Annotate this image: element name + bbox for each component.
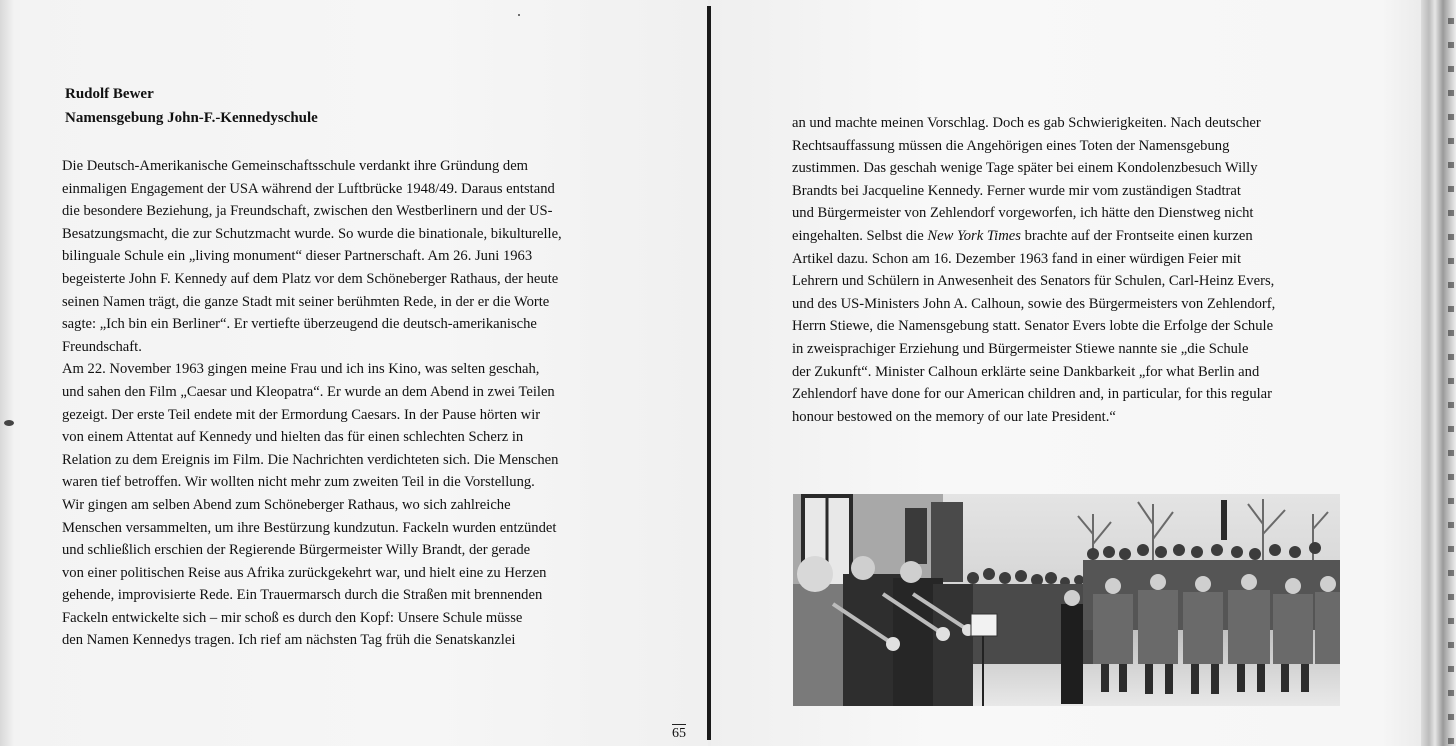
text-line: Wir gingen am selben Abend zum Schöneberger Rathaus, wo sich zahlreiche — [62, 496, 511, 513]
text-line: Zehlendorf have done for our American children and, in particular, for this regular — [792, 386, 1273, 403]
text-line: einmaligen Engagement der USA während der Luftbrücke 1948/49. Daraus entstand — [62, 180, 555, 197]
text-line: den Namen Kennedys tragen. Ich rief am nächsten Tag früh die Senatskanzlei — [62, 632, 516, 649]
text-line: Artikel dazu. Schon am 16. Dezember 1963 fand in einer würdigen Feier mit — [792, 250, 1242, 267]
text-line: gehende, improvisierte Rede. Ein Trauermarsch durch die Straßen mit brennenden — [62, 587, 543, 604]
text-line: Herrn Stiewe, die Namensgebung statt. Senator Evers lobte die Erfolge der Schule — [792, 318, 1274, 335]
text-line: Brandts bei Jacqueline Kennedy. Ferner wurde mir vom zuständigen Stadtrat — [792, 182, 1241, 199]
text-line: Lehrern und Schülern in Anwesenheit des Senators für Schulen, Carl-Heinz Evers, — [792, 273, 1275, 290]
text-line: der Zukunft“. Minister Calhoun erklärte seine Dankbarkeit „for what Berlin and — [792, 363, 1260, 380]
text-line: bilinguale Schule ein „living monument“ dieser Partnerschaft. Am 26. Juni 1963 — [62, 248, 533, 265]
text-line: Fackeln entwickelte sich – mir schoß es durch den Kopf: Unsere Schule müsse — [62, 609, 523, 626]
text-line: gezeigt. Der erste Teil endete mit der Ermordung Caesars. In der Pause hörten wir — [62, 406, 541, 423]
text-line: Menschen versammelten, um ihre Bestürzung kundzutun. Fackeln wurden entzündet — [62, 519, 557, 536]
ceremony-photo — [793, 494, 1340, 706]
left-body-text — [62, 155, 622, 652]
text-line: honour bestowed on the memory of our late President.“ — [792, 408, 1116, 425]
text-fragment: eingehalten. Selbst die — [792, 227, 928, 244]
text-line: waren tief betroffen. Wir wollten nicht mehr zum zweiten Teil in die Vorstellung. — [62, 474, 535, 491]
text-line: in zweisprachiger Erziehung und Bürgermeister Stiewe nannte sie „die Schule — [792, 340, 1249, 357]
text-line: und Bürgermeister von Zehlendorf vorgeworfen, ich hätte den Dienstweg nicht — [792, 205, 1254, 222]
text-line: Relation zu dem Ereignis im Film. Die Nachrichten verdichteten sich. Die Menschen — [62, 451, 559, 468]
text-line: Am 22. November 1963 gingen meine Frau und ich ins Kino, was selten geschah, — [62, 361, 540, 378]
text-line: Rechtsauffassung müssen die Angehörigen eines Toten der Namensgebung — [792, 137, 1230, 154]
article-header — [65, 82, 665, 130]
text-line: Die Deutsch-Amerikanische Gemeinschaftsschule verdankt ihre Gründung dem — [62, 158, 529, 174]
author-name: Rudolf Bewer — [65, 86, 154, 102]
text-line: an und machte meinen Vorschlag. Doch es gab Schwierigkeiten. Nach deutscher — [792, 115, 1261, 131]
text-line: die besondere Beziehung, ja Freundschaft, zwischen den Westberlinern und der US- — [62, 203, 553, 220]
text-fragment: brachte auf der Frontseite einen kurzen — [1020, 227, 1253, 244]
scan-speck — [4, 420, 14, 426]
text-line: von einem Attentat auf Kennedy und hielten das für einen schlechten Scherz in — [62, 429, 524, 446]
right-body-text — [792, 112, 1352, 428]
article-title: Namensgebung John-F.-Kennedyschule — [65, 110, 318, 126]
text-line: Freundschaft. — [62, 338, 142, 355]
ceremony-photo-drawing — [793, 494, 1340, 706]
page-edge-marks — [1448, 0, 1454, 746]
text-line: und schließlich erschien der Regierende Bürgermeister Willy Brandt, der gerade — [62, 542, 531, 559]
text-line: sagte: „Ich bin ein Berliner“. Er vertiefte überzeugend die deutsch-amerikanische — [62, 316, 537, 333]
scan-speck — [518, 14, 520, 16]
text-line: begeisterte John F. Kennedy auf dem Platz vor dem Schöneberger Rathaus, der heute — [62, 270, 559, 287]
text-line: und des US-Ministers John A. Calhoun, sowie des Bürgermeisters von Zehlendorf, — [792, 295, 1276, 312]
page-number: 65 — [672, 726, 686, 741]
text-line-with-italic — [792, 225, 1352, 248]
text-line: und sahen den Film „Caesar und Kleopatra“. Er wurde an dem Abend in zwei Teilen — [62, 383, 555, 400]
text-line: von einer politischen Reise aus Afrika zurückgekehrt war, und hielt eine zu Herzen — [62, 564, 547, 581]
text-line: zustimmen. Das geschah wenige Tage später bei einem Kondolenzbesuch Willy — [792, 160, 1258, 177]
text-line: Besatzungsmacht, die zur Schutzmacht wurde. So wurde die binationale, bikulturelle, — [62, 225, 562, 242]
newspaper-title: New York Times — [927, 227, 1021, 244]
text-line: seinen Namen trägt, die ganze Stadt mit seiner berühmten Rede, in der er die Worte — [62, 293, 550, 310]
